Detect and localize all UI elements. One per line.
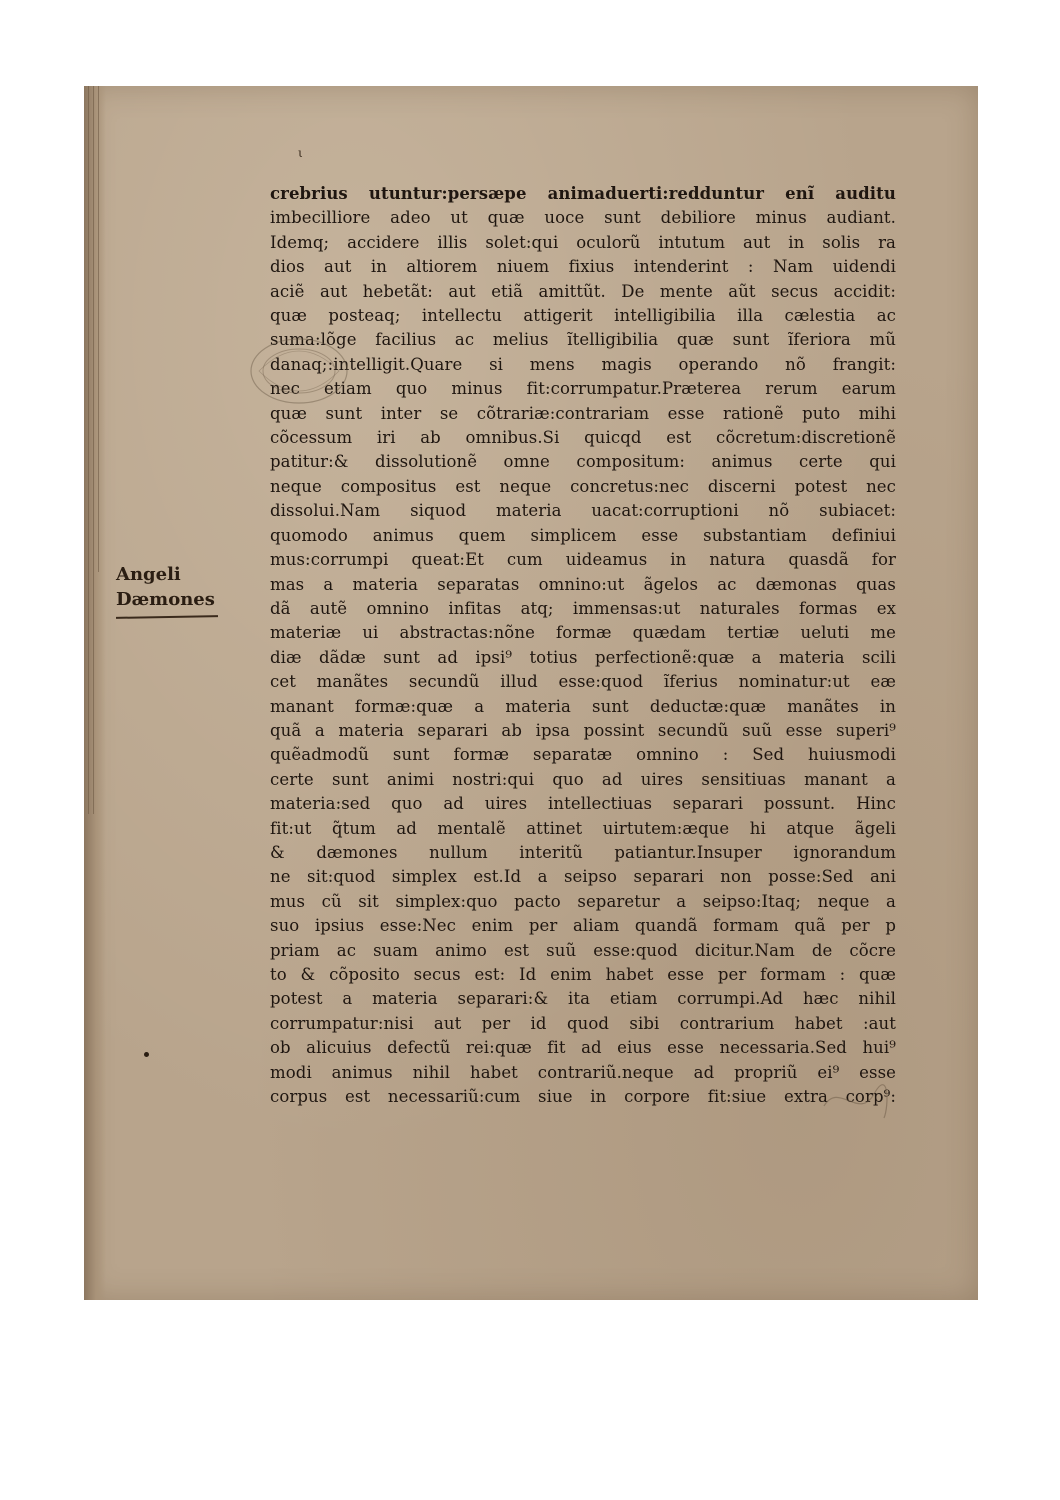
- text-line: crebrius utuntur:persæpe animaduerti:redduntur enĩ auditu: [270, 184, 896, 203]
- text-line: quẽadmodũ sunt formæ separatæ omnino : Sed huiusmodi: [270, 745, 896, 765]
- text-line: suma:lõge facilius ac melius ĩtelligibilia quæ sunt ĩferiora mũ: [270, 330, 896, 350]
- text-line: imbecilliore adeo ut quæ uoce sunt debiliore minus audiant.: [270, 208, 896, 228]
- text-line: quomodo animus quem simplicem esse substantiam definiui: [270, 525, 896, 545]
- text-line: materiæ ui abstractas:nõne formæ quædam tertiæ ueluti me: [270, 623, 896, 643]
- binding-gutter: [84, 86, 106, 1300]
- printer-mark: ι: [298, 146, 303, 160]
- text-line: ob alicuius defectũ rei:quæ fit ad eius esse necessaria.Sed hui⁹: [270, 1038, 896, 1058]
- text-line: ne sit:quod simplex est.Id a seipso separari non posse:Sed ani: [270, 867, 896, 887]
- text-line: fit:ut q̃tum ad mentalẽ attinet uirtutem:æque hi atque ãgeli: [270, 818, 896, 838]
- text-line: mas a materia separatas omnino:ut ãgelos ac dæmonas quas: [270, 574, 896, 594]
- text-line: materia:sed quo ad uires intellectiuas separari possunt. Hinc: [270, 794, 896, 814]
- marginal-note: [116, 562, 218, 618]
- gutter-line: [98, 86, 99, 572]
- scanned-page: [84, 86, 978, 1300]
- marginal-note-line: Angeli: [116, 564, 181, 585]
- main-text-block: [270, 182, 896, 1109]
- text-line: & dæmones nullum interitũ patiantur.Insuper ignorandum: [270, 842, 896, 862]
- text-line: quã a materia separari ab ipsa possint secundũ suũ esse superi⁹: [270, 720, 896, 740]
- text-line: aciẽ aut hebetãt: aut etiã amittũt. De mente aũt secus accidit:: [270, 281, 896, 301]
- text-line: corrumpatur:nisi aut per id quod sibi contrarium habet :aut: [270, 1013, 896, 1033]
- text-line: modi animus nihil habet contrariũ.neque ad propriũ ei⁹ esse: [270, 1062, 896, 1082]
- gutter-line: [88, 86, 89, 814]
- text-line: priam ac suam animo est suũ esse:quod dicitur.Nam de cõcre: [270, 940, 896, 960]
- text-line: corpus est necessariũ:cum siue in corpore fit:siue extra corp⁹:: [270, 1087, 896, 1107]
- text-line: nec etiam quo minus fit:corrumpatur.Præterea rerum earum: [270, 379, 896, 399]
- text-line: mus cũ sit simplex:quo pacto separetur a seipso:Itaq; neque a: [270, 891, 896, 911]
- text-line: quæ sunt inter se cõtrariæ:contrariam esse rationẽ puto mihi: [270, 403, 896, 423]
- text-line: neque compositus est neque concretus:nec discerni potest nec: [270, 476, 896, 496]
- text-line: certe sunt animi nostri:qui quo ad uires sensitiuas manant a: [270, 769, 896, 789]
- text-line: dios aut in altiorem niuem fixius intenderint : Nam uidendi: [270, 257, 896, 277]
- marginal-note-line: Dæmones: [116, 589, 215, 610]
- text-line: dissolui.Nam siquod materia uacat:corruptioni nõ subiacet:: [270, 501, 896, 521]
- text-line: diæ dãdæ sunt ad ipsi⁹ totius perfectionẽ:quæ a materia scili: [270, 647, 896, 667]
- text-line: quæ posteaq; intellectu attigerit intelligibilia illa cælestia ac: [270, 306, 896, 326]
- ink-dot: [144, 1052, 149, 1057]
- text-line: patitur:& dissolutionẽ omne compositum: animus certe qui: [270, 452, 896, 472]
- gutter-line: [93, 86, 94, 814]
- marginal-underline: [116, 615, 218, 619]
- text-line: dã autẽ omnino infitas atq; immensas:ut naturales formas ex: [270, 598, 896, 618]
- text-line: cõcessum iri ab omnibus.Si quicqd est cõcretum:discretionẽ: [270, 428, 896, 448]
- text-line: cet manãtes secundũ illud esse:quod ĩferius nominatur:ut eæ: [270, 672, 896, 692]
- text-line: potest a materia separari:& ita etiam corrumpi.Ad hæc nihil: [270, 989, 896, 1009]
- text-line: danaq;:intelligit.Quare si mens magis operando nõ frangit:: [270, 354, 896, 374]
- text-line: Idemq; accidere illis solet:qui oculorũ intutum aut in solis ra: [270, 232, 896, 252]
- text-line: mus:corrumpi queat:Et cum uideamus in natura quasdã for: [270, 550, 896, 570]
- text-line: suo ipsius esse:Nec enim per aliam quandã formam quã per p: [270, 916, 896, 936]
- text-line: manant formæ:quæ a materia sunt deductæ:quæ manãtes in: [270, 696, 896, 716]
- text-line: to & cõposito secus est: Id enim habet esse per formam : quæ: [270, 965, 896, 984]
